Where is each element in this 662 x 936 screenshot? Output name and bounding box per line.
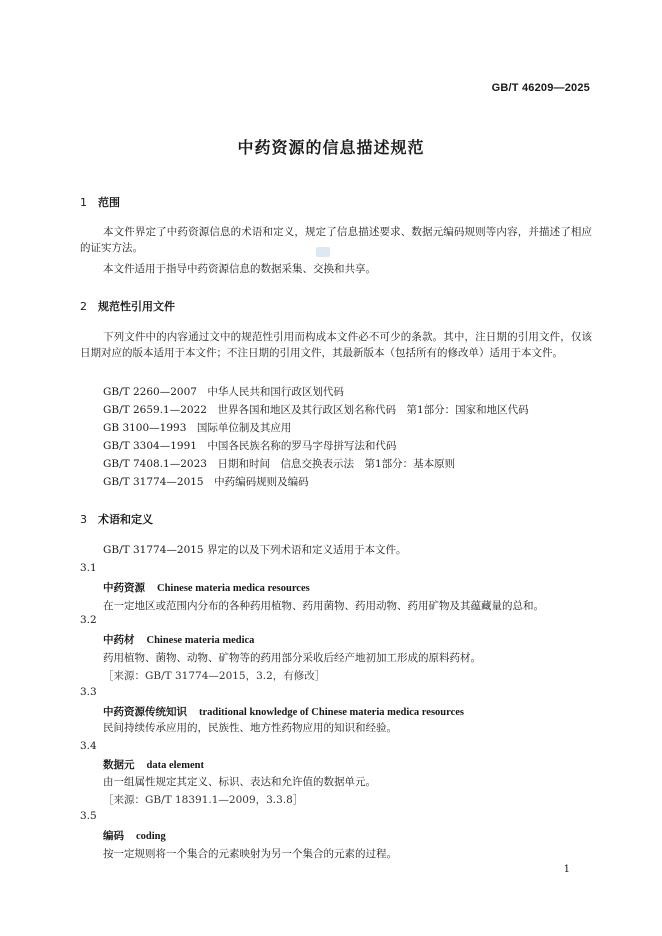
term-definition: 民间持续传承应用的，民族性、地方性药物应用的知识和经验。 — [103, 722, 397, 734]
term-zh: 中药资源传统知识 — [103, 706, 187, 718]
term-definition: 按一定规则将一个集合的元素映射为另一个集合的元素的过程。 — [103, 848, 397, 860]
reference-item: GB 3100—1993 国际单位制及其应用 — [103, 422, 292, 434]
section-1-heading — [80, 194, 120, 210]
reference-item: GB/T 2659.1—2022 世界各国和地区及其行政区划名称代码 第1部分：国家和地区代码 — [103, 404, 529, 416]
section-2-paragraph-1: 下列文件中的内容通过文中的规范性引用而构成本文件必不可少的条款。其中，注日期的引用文件，仅该日期对应的版本适用于本文件；不注日期的引用文件，其最新版本（包括所有的修改单）适用于本文件。 — [80, 331, 592, 359]
term-en: coding — [136, 831, 166, 842]
term-definition: 药用植物、菌物、动物、矿物等的药用部分采收后经产地初加工形成的原料药材。 — [103, 652, 481, 664]
reference-item: GB/T 2260—2007 中华人民共和国行政区划代码 — [103, 386, 344, 398]
section-3-intro: GB/T 31774—2015 界定的以及下列术语和定义适用于本文件。 — [103, 544, 407, 556]
term-en: data element — [146, 760, 204, 771]
term-heading — [103, 828, 166, 843]
term-number: 3.4 — [80, 740, 97, 752]
section-number: 1 — [80, 196, 87, 209]
term-heading — [103, 704, 464, 719]
reference-item: GB/T 3304—1991 中国各民族名称的罗马字母拼写法和代码 — [103, 440, 397, 452]
section-2-heading — [80, 298, 175, 314]
term-number: 3.3 — [80, 686, 97, 698]
document-code: GB/T 46209—2025 — [491, 82, 590, 94]
section-title: 范围 — [98, 196, 120, 209]
page-number: 1 — [563, 864, 570, 875]
reference-item: GB/T 7408.1—2023 日期和时间 信息交换表示法 第1部分：基本原则 — [103, 458, 456, 470]
section-3-heading — [80, 511, 153, 527]
section-number: 2 — [80, 300, 87, 313]
term-number: 3.1 — [80, 562, 97, 574]
term-definition: 在一定地区或范围内分布的各种药用植物、药用菌物、药用动物、药用矿物及其蕴藏量的总和。 — [103, 600, 544, 612]
section-1-paragraph-1: 本文件界定了中药资源信息的术语和定义，规定了信息描述要求、数据元编码规则等内容，并描述了相应的证实方法。 — [80, 226, 592, 254]
term-zh: 数据元 — [103, 759, 135, 771]
section-title: 术语和定义 — [98, 513, 153, 526]
section-1-paragraph-2: 本文件适用于指导中药资源信息的数据采集、交换和共享。 — [103, 263, 376, 275]
term-zh: 编码 — [103, 830, 124, 842]
term-number: 3.5 — [80, 810, 97, 822]
term-number: 3.2 — [80, 614, 97, 626]
section-title: 规范性引用文件 — [98, 300, 175, 313]
term-zh: 中药资源 — [103, 582, 145, 594]
document-title: 中药资源的信息描述规范 — [237, 138, 425, 157]
term-en: Chinese materia medica resources — [157, 583, 310, 594]
term-source: ［来源：GB/T 31774—2015，3.2，有修改］ — [103, 670, 326, 682]
term-heading — [103, 757, 204, 772]
term-definition: 由一组属性规定其定义、标识、表达和允许值的数据单元。 — [103, 776, 376, 788]
term-heading — [103, 632, 254, 647]
term-en: traditional knowledge of Chinese materia medica resources — [199, 707, 464, 718]
term-zh: 中药材 — [103, 634, 135, 646]
watermark-mark — [316, 247, 330, 257]
term-heading — [103, 580, 310, 595]
reference-item: GB/T 31774—2015 中药编码规则及编码 — [103, 476, 309, 488]
term-source: ［来源：GB/T 18391.1—2009，3.3.8］ — [103, 794, 304, 806]
section-number: 3 — [80, 513, 87, 526]
term-en: Chinese materia medica — [146, 635, 255, 646]
